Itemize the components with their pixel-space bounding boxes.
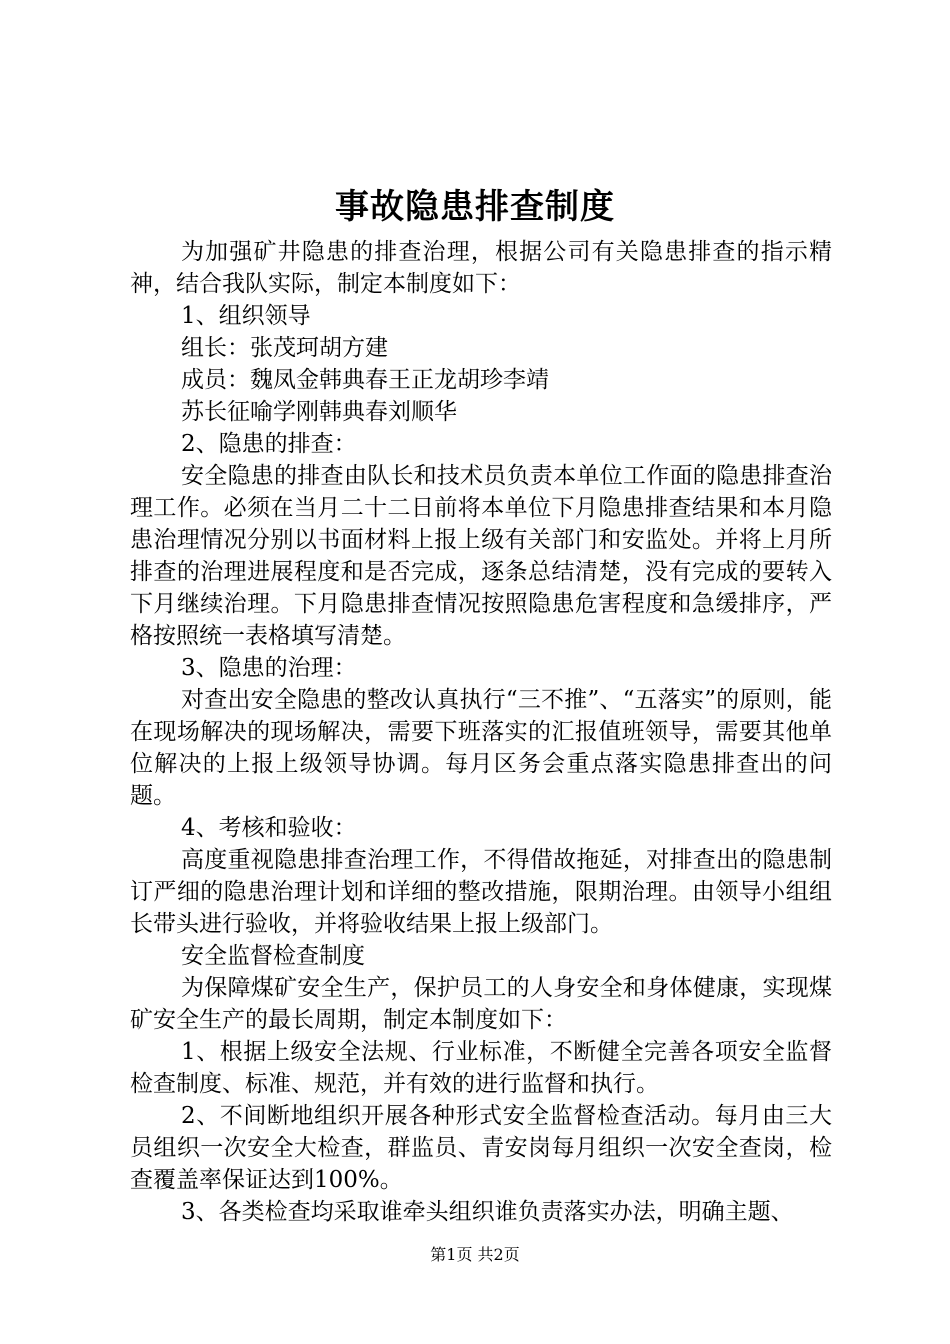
paragraph-intro: 为加强矿井隐患的排查治理，根据公司有关隐患排查的指示精神，结合我队实际，制定本制度如下： xyxy=(130,239,832,297)
document-title: 事故隐患排查制度 xyxy=(335,187,615,227)
heading-assessment: 4、考核和验收： xyxy=(181,815,357,841)
heading-organization: 1、组织领导 xyxy=(181,303,311,329)
document-body xyxy=(130,236,832,1228)
paragraph-hazard-inspection: 安全隐患的排查由队长和技术员负责本单位工作面的隐患排查治理工作。必须在当月二十二日前将本单位下月隐患排查结果和本月隐患治理情况分别以书面材料上报上级有关部门和安监处。并将上月所排查的治理进展程度和是否完成，逐条总结清楚，没有完成的要转入下月继续治理。下月隐患排查情况按照隐患危害程度和急缓排序，严格按照统一表格填写清楚。 xyxy=(130,463,832,649)
heading-hazard-remediation: 3、隐患的治理： xyxy=(181,655,357,681)
paragraph-hazard-remediation: 对查出安全隐患的整改认真执行“三不推”、“五落实”的原则，能在现场解决的现场解决，需要下班落实的汇报值班领导，需要其他单位解决的上报上级领导协调。每月区务会重点落实隐患排查出的问题。 xyxy=(130,687,832,809)
paragraph-assessment: 高度重视隐患排查治理工作，不得借故拖延，对排查出的隐患制订严细的隐患治理计划和详细的整改措施，限期治理。由领导小组组长带头进行验收，并将验收结果上报上级部门。 xyxy=(130,847,832,937)
paragraph-safety-item-1: 1、根据上级安全法规、行业标准，不断健全完善各项安全监督检查制度、标准、规范，并有效的进行监督和执行。 xyxy=(130,1039,832,1097)
paragraph-safety-item-2: 2、不间断地组织开展各种形式安全监督检查活动。每月由三大员组织一次安全大检查，群监员、青安岗每月组织一次安全查岗，检查覆盖率保证达到100%。 xyxy=(130,1103,832,1193)
paragraph-members-continued: 苏长征喻学刚韩典春刘顺华 xyxy=(181,399,457,425)
heading-safety-supervision: 安全监督检查制度 xyxy=(181,943,365,969)
paragraph-safety-intro: 为保障煤矿安全生产，保护员工的人身安全和身体健康，实现煤矿安全生产的最长周期，制定本制度如下： xyxy=(130,975,832,1033)
paragraph-safety-item-3: 3、各类检查均采取谁牵头组织谁负责落实办法，明确主题、 xyxy=(181,1199,794,1225)
paragraph-members: 成员：魏凤金韩典春王正龙胡珍李靖 xyxy=(181,367,549,393)
page-footer: 第1页 共2页 xyxy=(430,1245,520,1264)
paragraph-leader: 组长：张茂珂胡方建 xyxy=(181,335,388,361)
heading-hazard-inspection: 2、隐患的排查： xyxy=(181,431,357,457)
